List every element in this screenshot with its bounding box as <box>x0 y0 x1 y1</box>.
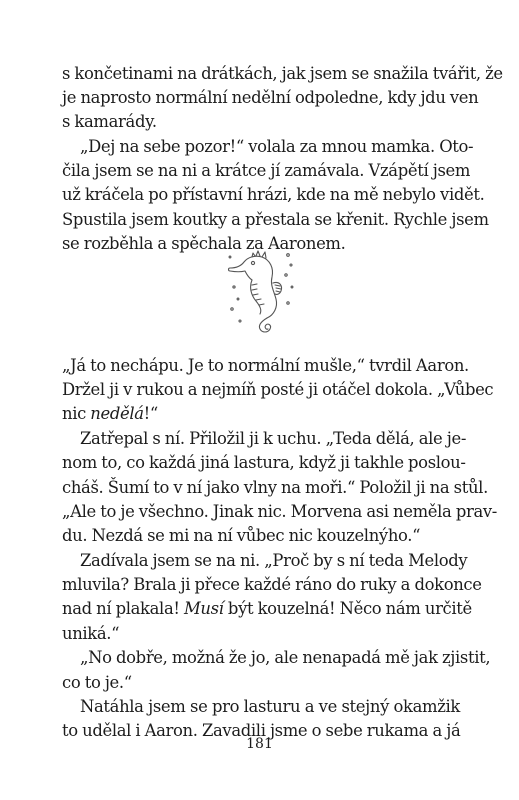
text-line: „Já to nechápu. Je to normální mušle,“ tvrdil Aaron. <box>62 356 469 375</box>
text-line: „Ale to je všechno. Jinak nic. Morvena asi neměla prav- <box>62 502 497 521</box>
text-line: co to je.“ <box>62 673 132 692</box>
seahorse-icon <box>222 247 298 337</box>
text-line: du. Nezdá se mi na ní vůbec nic kouzelnýho.“ <box>62 526 421 545</box>
page-number: 181 <box>246 736 273 752</box>
text-line: Držel ji v rukou a nejmíň posté ji otáčel dokola. „Vůbec <box>62 380 494 399</box>
text-line: mluvila? Brala ji přece každé ráno do ruky a dokonce <box>62 575 482 594</box>
text-line: je naprosto normální nedělní odpoledne, kdy jdu ven <box>62 88 479 107</box>
text-line: nom to, co každá jiná lastura, když ji takhle poslou- <box>62 453 466 472</box>
text-line: to udělal i Aaron. Zavadili jsme o sebe rukama a já <box>62 721 461 740</box>
text-line: Natáhla jsem se pro lasturu a ve stejný okamžik <box>80 697 460 716</box>
emphasis-text: Musí <box>183 599 224 618</box>
text-run: být kouzelná! Něco nám určitě <box>223 599 472 618</box>
text-line: se rozběhla a spěchala za Aaronem. <box>62 234 346 253</box>
text-line <box>62 406 158 422</box>
text-run: nad ní plakala! <box>62 599 184 618</box>
text-run: nic <box>62 404 91 423</box>
text-line: uniká.“ <box>62 624 120 643</box>
text-line <box>62 599 472 618</box>
text-line: „Dej na sebe pozor!“ volala za mnou mamka. Oto- <box>80 137 474 156</box>
text-line: cháš. Šumí to v ní jako vlny na moři.“ Položil ji na stůl. <box>62 478 488 497</box>
text-line: Zatřepal s ní. Přiložil ji k uchu. „Teda dělá, ale je- <box>80 429 467 448</box>
text-line: „No dobře, možná že jo, ale nenapadá mě jak zjistit, <box>80 648 491 667</box>
text-line: už kráčela po přístavní hrázi, kde na mě nebylo vidět. <box>62 185 485 204</box>
text-line: s končetinami na drátkách, jak jsem se snažila tvářit, že <box>62 64 503 83</box>
text-run: !“ <box>143 404 158 423</box>
text-line: Spustila jsem koutky a přestala se křenit. Rychle jsem <box>62 210 489 229</box>
text-line: Zadívala jsem se na ni. „Proč by s ní teda Melody <box>80 551 468 570</box>
text-line: s kamarády. <box>62 112 157 131</box>
text-line: čila jsem se na ni a krátce jí zamávala. Vzápětí jsem <box>62 161 471 180</box>
emphasis-text: nedělá <box>90 404 144 423</box>
